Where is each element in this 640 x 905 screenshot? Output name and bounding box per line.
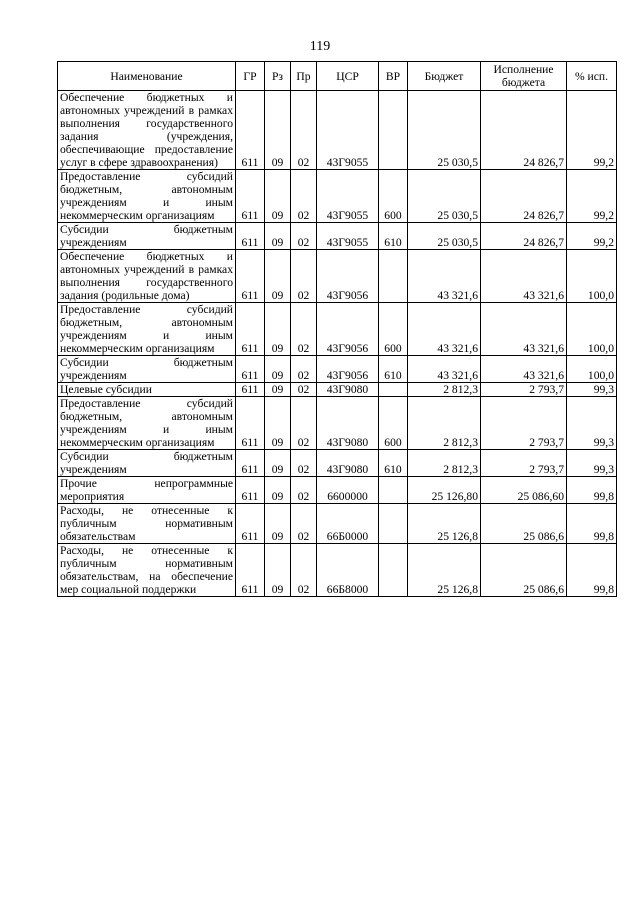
- table-row: [58, 450, 617, 477]
- col-header-gr: ГР: [236, 62, 265, 91]
- cell-vr: 600: [379, 303, 408, 356]
- cell-csr: 43Г9055: [317, 223, 379, 250]
- cell-budget: 25 126,8: [408, 504, 481, 544]
- cell-name: Обеспечение бюджетных и автономных учреждений в рамках выполнения государственного задания (родильные дома): [58, 250, 236, 303]
- cell-rz: 09: [265, 170, 291, 223]
- cell-pr: 02: [291, 223, 317, 250]
- cell-percent: 100,0: [567, 303, 617, 356]
- cell-execution: 2 793,7: [481, 397, 567, 450]
- cell-percent: 99,8: [567, 477, 617, 504]
- cell-csr: 66Б0000: [317, 504, 379, 544]
- cell-execution: 24 826,7: [481, 223, 567, 250]
- cell-pr: 02: [291, 383, 317, 397]
- col-header-name: Наименование: [58, 62, 236, 91]
- cell-execution: 25 086,60: [481, 477, 567, 504]
- cell-rz: 09: [265, 250, 291, 303]
- cell-percent: 99,2: [567, 170, 617, 223]
- cell-budget: 43 321,6: [408, 303, 481, 356]
- table-row: [58, 250, 617, 303]
- cell-percent: 100,0: [567, 356, 617, 383]
- table-body: [58, 91, 617, 597]
- cell-rz: 09: [265, 303, 291, 356]
- cell-csr: 43Г9080: [317, 450, 379, 477]
- cell-pr: 02: [291, 303, 317, 356]
- cell-vr: [379, 383, 408, 397]
- table-row: [58, 477, 617, 504]
- cell-name: Расходы, не отнесенные к публичным нормативным обязательствам: [58, 504, 236, 544]
- table-header-row: [58, 62, 617, 91]
- cell-pr: 02: [291, 356, 317, 383]
- cell-rz: 09: [265, 450, 291, 477]
- cell-name: Расходы, не отнесенные к публичным нормативным обязательствам, на обеспечение мер социальной поддержки: [58, 544, 236, 597]
- cell-pr: 02: [291, 544, 317, 597]
- cell-csr: 43Г9056: [317, 250, 379, 303]
- cell-execution: 25 086,6: [481, 544, 567, 597]
- cell-vr: [379, 91, 408, 170]
- cell-percent: 100,0: [567, 250, 617, 303]
- cell-gr: 611: [236, 397, 265, 450]
- cell-rz: 09: [265, 223, 291, 250]
- cell-vr: [379, 477, 408, 504]
- cell-budget: 2 812,3: [408, 383, 481, 397]
- col-header-rz: Рз: [265, 62, 291, 91]
- table-row: [58, 356, 617, 383]
- table-row: [58, 504, 617, 544]
- cell-vr: 600: [379, 170, 408, 223]
- cell-percent: 99,3: [567, 450, 617, 477]
- cell-execution: 2 793,7: [481, 450, 567, 477]
- cell-budget: 2 812,3: [408, 397, 481, 450]
- cell-gr: 611: [236, 250, 265, 303]
- cell-percent: 99,8: [567, 544, 617, 597]
- cell-vr: 610: [379, 223, 408, 250]
- cell-gr: 611: [236, 544, 265, 597]
- cell-gr: 611: [236, 223, 265, 250]
- cell-pr: 02: [291, 504, 317, 544]
- col-header-csr: ЦСР: [317, 62, 379, 91]
- cell-execution: 24 826,7: [481, 91, 567, 170]
- cell-rz: 09: [265, 91, 291, 170]
- cell-pr: 02: [291, 170, 317, 223]
- cell-rz: 09: [265, 383, 291, 397]
- cell-execution: 24 826,7: [481, 170, 567, 223]
- cell-budget: 25 126,8: [408, 544, 481, 597]
- cell-name: Предоставление субсидий бюджетным, автономным учреждениям и иным некоммерческим организациям: [58, 397, 236, 450]
- cell-csr: 6600000: [317, 477, 379, 504]
- cell-budget: 2 812,3: [408, 450, 481, 477]
- cell-name: Субсидии бюджетным учреждениям: [58, 356, 236, 383]
- cell-name: Прочие непрограммные мероприятия: [58, 477, 236, 504]
- cell-name: Субсидии бюджетным учреждениям: [58, 450, 236, 477]
- cell-csr: 43Г9080: [317, 383, 379, 397]
- table-row: [58, 170, 617, 223]
- cell-percent: 99,2: [567, 223, 617, 250]
- cell-execution: 43 321,6: [481, 250, 567, 303]
- cell-gr: 611: [236, 91, 265, 170]
- cell-vr: 600: [379, 397, 408, 450]
- cell-budget: 25 030,5: [408, 91, 481, 170]
- cell-pr: 02: [291, 477, 317, 504]
- table-row: [58, 397, 617, 450]
- cell-gr: 611: [236, 303, 265, 356]
- cell-percent: 99,3: [567, 383, 617, 397]
- cell-gr: 611: [236, 170, 265, 223]
- cell-pr: 02: [291, 91, 317, 170]
- cell-gr: 611: [236, 450, 265, 477]
- table-row: [58, 544, 617, 597]
- table-row: [58, 91, 617, 170]
- cell-vr: [379, 504, 408, 544]
- cell-budget: 25 030,5: [408, 223, 481, 250]
- cell-csr: 43Г9056: [317, 303, 379, 356]
- cell-rz: 09: [265, 397, 291, 450]
- cell-name: Предоставление субсидий бюджетным, автономным учреждениям и иным некоммерческим организациям: [58, 303, 236, 356]
- cell-budget: 25 126,80: [408, 477, 481, 504]
- cell-name: Обеспечение бюджетных и автономных учреждений в рамках выполнения государственного задания (учреждения, обеспечивающие предоставление услуг в сфере здравоохранения): [58, 91, 236, 170]
- cell-csr: 66Б8000: [317, 544, 379, 597]
- table-row: [58, 303, 617, 356]
- cell-pr: 02: [291, 450, 317, 477]
- table-row: [58, 383, 617, 397]
- page-number: 119: [309, 39, 331, 54]
- col-header-percent: % исп.: [567, 62, 617, 91]
- cell-name: Субсидии бюджетным учреждениям: [58, 223, 236, 250]
- cell-percent: 99,2: [567, 91, 617, 170]
- cell-gr: 611: [236, 477, 265, 504]
- cell-csr: 43Г9080: [317, 397, 379, 450]
- cell-budget: 25 030,5: [408, 170, 481, 223]
- cell-percent: 99,8: [567, 504, 617, 544]
- cell-csr: 43Г9055: [317, 91, 379, 170]
- cell-budget: 43 321,6: [408, 250, 481, 303]
- cell-vr: 610: [379, 356, 408, 383]
- cell-budget: 43 321,6: [408, 356, 481, 383]
- cell-vr: [379, 250, 408, 303]
- cell-rz: 09: [265, 544, 291, 597]
- cell-gr: 611: [236, 504, 265, 544]
- col-header-budget: Бюджет: [408, 62, 481, 91]
- cell-name: Предоставление субсидий бюджетным, автономным учреждениям и иным некоммерческим организациям: [58, 170, 236, 223]
- cell-vr: [379, 544, 408, 597]
- cell-name: Целевые субсидии: [58, 383, 236, 397]
- cell-execution: 43 321,6: [481, 303, 567, 356]
- cell-execution: 43 321,6: [481, 356, 567, 383]
- cell-execution: 2 793,7: [481, 383, 567, 397]
- cell-rz: 09: [265, 356, 291, 383]
- cell-rz: 09: [265, 504, 291, 544]
- cell-gr: 611: [236, 356, 265, 383]
- col-header-pr: Пр: [291, 62, 317, 91]
- col-header-vr: ВР: [379, 62, 408, 91]
- cell-pr: 02: [291, 397, 317, 450]
- cell-csr: 43Г9055: [317, 170, 379, 223]
- table-row: [58, 223, 617, 250]
- cell-pr: 02: [291, 250, 317, 303]
- cell-vr: 610: [379, 450, 408, 477]
- cell-percent: 99,3: [567, 397, 617, 450]
- budget-table: [57, 61, 617, 597]
- col-header-execution: Исполнение бюджета: [481, 62, 567, 91]
- cell-gr: 611: [236, 383, 265, 397]
- cell-csr: 43Г9056: [317, 356, 379, 383]
- cell-execution: 25 086,6: [481, 504, 567, 544]
- cell-rz: 09: [265, 477, 291, 504]
